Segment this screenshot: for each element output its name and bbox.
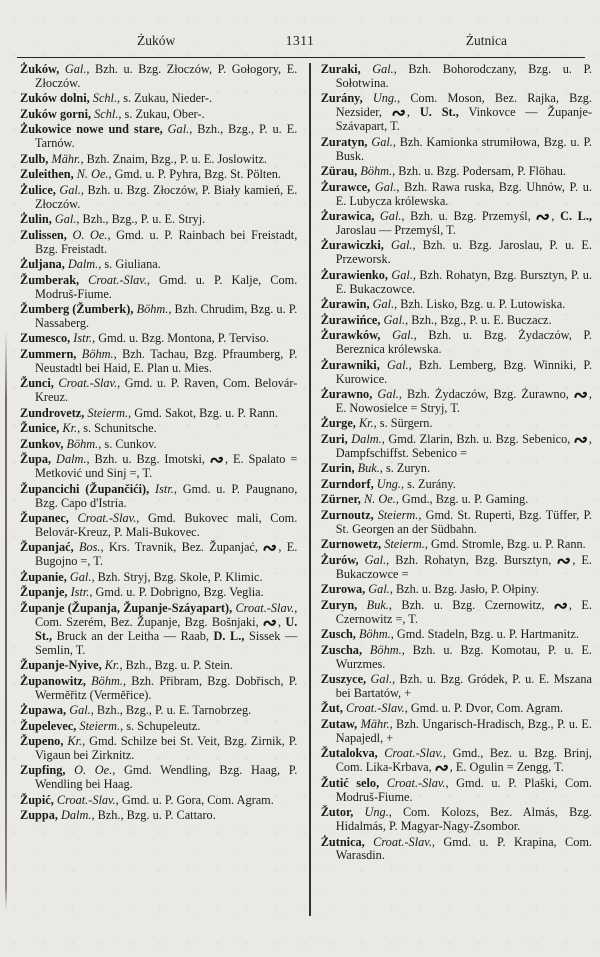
entry	[20, 704, 297, 718]
entry-text: , Bzh. Chrudim, Bzg. u. P. Nassaberg.	[35, 302, 298, 330]
entry-text: , Gmd. Bukovec mali, Com. Belovár-Kreuz, P. Mali-Bukovec.	[35, 511, 298, 539]
entry-region: N. Oe.	[360, 492, 396, 507]
entry-region: Gal.	[372, 387, 399, 402]
entry-text: , Bzh. Stryj, Bzg. Skole, P. Klimic.	[91, 569, 263, 584]
entry-text: , Bzh., Bzg. u. P. Stein.	[119, 658, 233, 673]
entry-text: , E. Czernowitz =, T.	[335, 597, 592, 626]
entry	[321, 478, 592, 492]
entry-headword: Žunci,	[20, 376, 54, 391]
entry	[20, 675, 297, 703]
entry	[321, 329, 592, 357]
entry	[321, 417, 592, 431]
entry-text: , Gmd. u. P. Rainbach bei Freistadt, Bzg. Freistadt.	[35, 227, 298, 256]
entry-text: Bruck an der Leitha — Raab,	[52, 628, 214, 643]
entry	[20, 123, 297, 151]
entry-text: , Gmd. St. Ruperti, Bzg. Tüffer, P. St. Georgen an der Südbahn.	[335, 507, 592, 536]
entry-text: Jaroslau — Przemyśl, T.	[335, 222, 456, 237]
entry	[20, 453, 297, 481]
entry-headword: Żulin,	[20, 212, 52, 227]
entry-text: ,	[406, 105, 420, 120]
entry-text: , Gmd. u. P. Krapina, Com. Warasdin.	[335, 834, 592, 863]
entry-region: Gal.	[365, 582, 390, 597]
entry-text: , Bzh. u. Bzg. Jaroslau, P. u. E. Przeworsk.	[335, 238, 592, 267]
running-head-left: Żuków	[137, 33, 176, 48]
entry-headword: Župancichi (Župančići),	[20, 481, 150, 496]
entry	[321, 269, 592, 297]
entry-headword: Żurawin,	[320, 297, 370, 312]
entry-headword: Žutalokva,	[320, 746, 378, 761]
entry-text: , s. Cunkov.	[98, 436, 157, 451]
entry-headword: Zuratyn,	[320, 134, 368, 149]
entry	[321, 836, 592, 864]
entry-region: Istr.	[149, 481, 174, 496]
entry-region: Buk.	[357, 597, 389, 612]
entry-text: , Bzh. Ungarisch-Hradisch, Bzg., P. u. E. Napajedl, +	[335, 716, 592, 745]
entry-headword: U. St.,	[419, 105, 459, 120]
entry-text: , Bzh. Lemberg, Bzg. Winniki, P. Kurowice.	[335, 357, 592, 386]
entry-text: ,	[277, 614, 286, 629]
entry-text: Sissek — Semlin, T.	[35, 628, 298, 657]
entry	[20, 63, 297, 91]
entry-text: , Com. Moson, Bez. Rajka, Bzg. Nezsider,	[335, 91, 592, 120]
entry	[321, 673, 592, 701]
running-head	[0, 33, 600, 51]
entry-headword: Żukowice nowe und stare,	[20, 122, 163, 137]
entry-headword: Zürner,	[320, 492, 361, 507]
entry-region: Gal.	[388, 267, 413, 282]
entry-text: , Bzh. Rohatyn, Bzg. Bursztyn,	[386, 552, 558, 567]
entry	[321, 538, 592, 552]
entry	[321, 165, 592, 179]
entry-headword: Żupawa,	[20, 703, 67, 717]
entry-headword: Żurawińce,	[320, 312, 381, 327]
posthorn-icon	[263, 541, 278, 555]
entry-text: , Gmd. u. P. Pyhra, Bzg. St. Pölten.	[108, 167, 281, 182]
posthorn-icon	[210, 453, 225, 467]
entry-headword: Župić,	[20, 792, 54, 807]
entry-headword: Zummern,	[20, 346, 77, 361]
entry	[20, 512, 297, 540]
entry	[20, 586, 297, 600]
entry-text: , Bzh. Kamionka strumiłowa, Bzg. u. P. Busk.	[335, 134, 592, 163]
entry-headword: Zurowa,	[320, 582, 366, 597]
entry-region: Istr.	[70, 331, 93, 346]
entry-headword: Zürau,	[320, 164, 358, 179]
entry-text: , Gmd. u. Bzg. Montona, P. Terviso.	[92, 331, 269, 346]
entry	[20, 794, 297, 808]
posthorn-icon	[536, 210, 551, 224]
column-left	[20, 63, 297, 825]
entry-text: , Bzh., Bzg., P. u. E. Tarnów.	[35, 122, 298, 151]
entry-headword: Żulice,	[20, 182, 56, 197]
entry-text: , Bzh. u. Bzg. Żydaczów, P. Bereznica królewska.	[335, 328, 592, 357]
entry-text: , s. Zurány.	[400, 476, 456, 491]
entry-headword: Żurawków,	[320, 328, 381, 343]
entry	[321, 599, 592, 627]
entry	[321, 298, 592, 312]
entry	[321, 92, 592, 134]
text-area	[20, 63, 592, 916]
entry-region: Croat.-Slav.	[53, 376, 118, 391]
entry-text: , Bzh. Přibram, Bzg. Dobřisch, P. Werměřitz (Verměřice).	[35, 673, 298, 702]
entry-headword: Żuków,	[20, 62, 60, 76]
entry	[20, 438, 297, 452]
entry-region: Croat.-Slav.	[68, 511, 137, 526]
entry-text: , Bzh. u. Bzg. Podersam, P. Flöhau.	[392, 164, 566, 179]
entry-text: , s. Giuliana.	[98, 257, 161, 272]
entry-text: Vinkovce — Županje-Szávapart, T.	[335, 105, 592, 134]
entry-headword: Zurány,	[320, 91, 363, 106]
entry-text: , Bzh. u. Bzg. Imotski,	[86, 452, 210, 467]
entry-region: Dalm.	[57, 808, 92, 823]
entry-region: Croat.-Slav.	[79, 272, 147, 287]
entry-region: Steierm.	[381, 537, 425, 552]
entry	[20, 108, 297, 122]
entry-headword: Zusch,	[320, 627, 356, 642]
entry-headword: Zumesco,	[20, 331, 71, 346]
page-number: 1311	[285, 33, 315, 48]
entry-region: Gal.	[367, 134, 393, 149]
entry	[20, 809, 297, 823]
entry	[20, 303, 297, 331]
entry-region: Croat.-Slav.	[53, 792, 116, 807]
entry-region: Gal.	[366, 672, 393, 686]
entry-text: , Bzh. u. Bzg. Gródek, P. u. E. Mszana bei Bartatów, +	[335, 672, 592, 700]
entry-headword: Żurawce,	[320, 179, 371, 194]
entry-headword: Zupfing,	[20, 763, 66, 778]
entry	[20, 153, 297, 167]
column-right	[321, 63, 592, 865]
entry-region: Böhm.	[355, 627, 391, 642]
entry-headword: Zunkov,	[20, 436, 64, 451]
entry-text: , Bzh. Znaim, Bzg., P. u. E. Joslowitz.	[80, 151, 267, 166]
entry-region: Böhm.	[85, 673, 123, 688]
entry	[321, 509, 592, 537]
entry-headword: Żurge,	[320, 416, 356, 431]
entry-text: , Bzh. Lisko, Bzg. u. P. Lutowiska.	[394, 297, 566, 312]
entry-text: , Gmd., Bzg. u. P. Gaming.	[395, 492, 529, 507]
entry	[20, 764, 297, 792]
entry-region: Böhm.	[133, 302, 169, 317]
entry-region: Ung.	[362, 91, 398, 106]
entry-region: Gal.	[369, 297, 395, 312]
entry-region: Croat.-Slav.	[342, 701, 405, 716]
entry-region: Dalm.	[51, 452, 87, 467]
entry-region: Gal.	[380, 312, 406, 327]
entry-headword: Zurin,	[320, 461, 355, 476]
entry-headword: Żutnica,	[320, 834, 365, 849]
entry-region: Gal.	[379, 357, 409, 372]
entry-headword: Županje,	[20, 585, 68, 600]
entry-headword: Zuppa,	[20, 808, 58, 823]
entry-region: Gal.	[374, 209, 402, 224]
entry-headword: Županje-Nyive,	[20, 658, 102, 673]
entry-text: , Gmd. Schilze bei St. Veit, Bzg. Zirnik, P. Vigaun bei Zirknitz.	[35, 734, 298, 762]
posthorn-icon	[574, 388, 589, 402]
entry-headword: Županjać,	[20, 540, 74, 555]
entry-text: , s. Zukau, Nieder-.	[117, 91, 213, 106]
entry-headword: Zutaw,	[320, 716, 358, 731]
entry	[321, 702, 592, 716]
entry	[20, 483, 297, 511]
entry-text: , Gmd. Wendling, Bzg. Haag, P. Wendling bei Haag.	[35, 763, 298, 792]
entry-region: Steierm.	[373, 507, 419, 522]
entry	[20, 229, 297, 257]
entry-headword: Żupanie,	[20, 569, 67, 584]
entry-region: Gal.	[66, 703, 91, 717]
entry-text: , Bzh. u. Bzg. Złoczów, P. Biały kamień, E. Złoczów.	[35, 182, 298, 211]
entry-headword: Žutor,	[320, 805, 354, 820]
entry	[321, 136, 592, 164]
entry-headword: Żupanowitz,	[20, 673, 86, 688]
entry-region: Croat.-Slav.	[364, 834, 432, 849]
entry-headword: Żurawno,	[320, 387, 373, 402]
entry-headword: Žumberak,	[20, 272, 80, 287]
entry-headword: Zundrovetz,	[20, 405, 85, 420]
entry-text: , Gmd. Stadeln, Bzg. u. P. Hartmanitz.	[390, 627, 579, 642]
entry	[20, 602, 297, 658]
entry-headword: Żurawniki,	[320, 357, 380, 372]
entry-region: Bos.	[73, 540, 101, 555]
entry-text: , s. Schunitsche.	[77, 421, 157, 436]
posthorn-icon	[574, 433, 589, 447]
entry	[20, 377, 297, 405]
entry-region: Gal.	[383, 238, 413, 253]
entry-region: O. Oe.	[65, 763, 113, 778]
entry-headword: Żurawienko,	[320, 267, 388, 282]
entry-region: Kr.	[355, 416, 374, 431]
entry-text: , E. Ogulin = Zengg, T.	[449, 760, 564, 775]
entry-headword: Zulb,	[20, 151, 49, 166]
entry	[20, 659, 297, 673]
entry-region: Schl.	[91, 106, 119, 121]
entry-text: , Bzh. Rawa ruska, Bzg. Uhnów, P. u. E. Lubycza królewska.	[335, 179, 592, 208]
posthorn-icon	[435, 761, 450, 775]
entry-region: Gal.	[162, 122, 190, 137]
entry	[20, 213, 297, 227]
entry-headword: Žunice,	[20, 421, 60, 436]
entry-text: , Gmd. u. P. Dobrigno, Bzg. Veglia.	[89, 585, 264, 600]
entry-text: , Gmd. u. P. Kalje, Com. Modruš-Fiume.	[35, 272, 298, 301]
entry	[321, 718, 592, 746]
entry-region: Croat.-Slav.	[377, 746, 443, 761]
entry-text: , s. Sürgern.	[373, 416, 433, 431]
entry	[321, 388, 592, 416]
entry-text: , Krs. Travnik, Bez. Županjać,	[100, 540, 264, 555]
column-divider	[309, 63, 310, 916]
entry	[321, 628, 592, 642]
entry-text: , s. Zukau, Ober-.	[118, 106, 205, 121]
entry	[20, 168, 297, 182]
entry	[20, 348, 297, 376]
entry	[321, 493, 592, 507]
entry-text: , Bzh. u. Bzg. Złoczów, P. Gołogory, E. Złoczów.	[35, 62, 298, 90]
entry-headword: Zulissen,	[20, 227, 67, 242]
entry-region: Böhm.	[63, 436, 99, 451]
entry-text: , Com. Szerém, Bez. Županje, Bzg. Bošnjaki,	[35, 600, 298, 629]
entry-region: Kr.	[101, 658, 120, 673]
entry-headword: Zuków gorni,	[20, 106, 92, 121]
entry	[20, 720, 297, 734]
entry-text: , Gmd. u. P. Gora, Com. Agram.	[115, 792, 274, 807]
entry-headword: U. St.,	[35, 614, 298, 643]
entry-text: , Dampfschiffst. Sebenico =	[335, 431, 592, 460]
entry	[321, 239, 592, 267]
entry-region: Gal.	[59, 62, 87, 76]
entry-region: Ung.	[353, 805, 389, 820]
entry	[20, 92, 297, 106]
entry-text: , s. Schupeleutz.	[120, 718, 201, 733]
entry-text: , Bzh. Tachau, Bzg. Pfraumberg, P. Neustadtl bei Haid, E. Plan u. Mies.	[35, 346, 298, 375]
entry	[321, 433, 592, 461]
entry-region: Mähr.	[48, 151, 81, 166]
posthorn-icon	[263, 616, 278, 630]
entry	[321, 181, 592, 209]
entry-text: , Bzh. Bohorodczany, Bzg. u. P. Sołotwina.	[335, 62, 592, 90]
entry	[20, 332, 297, 346]
entry-headword: Żurów,	[320, 552, 359, 567]
entry-region: O. Oe.	[66, 227, 108, 242]
entry-region: Dalm.	[347, 431, 382, 446]
entry	[321, 644, 592, 672]
entry-text: , Bzh. u. Bzg. Jasło, P. Ołpiny.	[389, 582, 539, 597]
entry-region: Steierm.	[76, 718, 121, 733]
entry-text: , Bzh., Bzg., P. u. E. Tarnobrzeg.	[90, 703, 252, 717]
entry-region: Steierm.	[84, 405, 129, 420]
entry-headword: Župa,	[20, 452, 52, 467]
entry-text: , Bzh. Rohatyn, Bzg. Bursztyn, P. u. E. Bukaczowce.	[335, 267, 592, 296]
entry-headword: Zuleithen,	[20, 167, 74, 182]
entry	[20, 571, 297, 585]
entry	[20, 274, 297, 302]
entry-region: Ung.	[373, 476, 401, 491]
entry	[321, 462, 592, 476]
entry-region: Schl.	[89, 91, 118, 106]
binding-shadow-artifact	[5, 330, 7, 910]
entry	[321, 777, 592, 805]
entry	[321, 747, 592, 775]
entry-headword: Zuraki,	[320, 62, 361, 76]
posthorn-icon	[392, 106, 407, 120]
entry-headword: C. L.,	[560, 209, 592, 224]
entry-region: Kr.	[63, 734, 83, 748]
entry	[20, 407, 297, 421]
entry	[321, 359, 592, 387]
entry	[321, 210, 592, 238]
entry-region: Croat.-Slav.	[379, 775, 446, 790]
entry-text: , Bzh., Bzg. u. P. Cattaro.	[91, 808, 216, 823]
entry-text: , Bzh. u. Bzg. Komotau, P. u. E. Wurzmes.	[335, 642, 593, 671]
entry-region: Gal.	[380, 328, 414, 343]
entry-text: , Gmd. u. P. Plaški, Com. Modruš-Fiume.	[335, 775, 592, 804]
entry-region: Mähr.	[357, 716, 390, 731]
entry-text: , Gmd. u. P. Dvor, Com. Agram.	[404, 701, 564, 716]
entry-headword: Zuryn,	[320, 597, 358, 612]
entry-region: Böhm.	[76, 346, 114, 361]
entry-headword: Żuljana,	[20, 257, 65, 272]
entry-text: , Com. Kolozs, Bez. Almás, Bzg. Hidalmás, P. Magyar-Nagy-Zsombor.	[335, 805, 592, 834]
entry-headword: Žutić selo,	[320, 775, 380, 790]
entry-text: , Gmd., Bez. u. Bzg. Brinj, Com. Lika-Krbava,	[335, 746, 592, 775]
entry	[321, 554, 592, 582]
entry	[20, 184, 297, 212]
entry-text: , E. Nowosielce = Stryj, T.	[335, 387, 592, 415]
entry-headword: Żurawica,	[320, 209, 375, 224]
posthorn-icon	[554, 599, 569, 613]
entry	[20, 422, 297, 436]
entry-headword: Zuszyce,	[320, 672, 367, 686]
entry-headword: D. L.,	[213, 628, 245, 643]
running-head-right: Żutnica	[465, 33, 507, 48]
entry-region: Buk.	[354, 461, 380, 476]
entry-region: Croat.-Slav.	[232, 600, 295, 615]
entry-region: Istr.	[67, 585, 90, 600]
entry-text: , Bzh. u. Bzg. Przemyśl,	[401, 209, 537, 224]
entry-headword: Žumberg (Žumberk),	[20, 302, 134, 317]
entry-text: , Gmd. u. P. Paugnano, Bzg. Capo d'Istria.	[35, 481, 298, 510]
posthorn-icon	[557, 554, 572, 568]
entry-headword: Zurnowetz,	[320, 537, 382, 552]
entry-text: ,	[551, 209, 561, 224]
entry-text: , Bzh. u. Bzg. Czernowitz,	[388, 597, 554, 612]
entry-headword: Zuri,	[320, 431, 348, 446]
entry-headword: Žut,	[320, 701, 343, 716]
entry-text: , E. Bukaczowce =	[335, 552, 593, 581]
entry-region: Gal.	[66, 569, 92, 584]
entry-text: , Bzh. Żydaczów, Bzg. Żurawno,	[398, 387, 574, 402]
entry-text: , Gmd. Stromle, Bzg. u. P. Rann.	[424, 537, 586, 552]
entry-headword: Zuków dolni,	[20, 91, 90, 106]
entry-headword: Županje (Županja, Županje-Száyapart),	[20, 600, 233, 615]
entry-headword: Župeno,	[20, 734, 64, 748]
entry	[20, 258, 297, 272]
entry-region: N. Oe.	[73, 167, 109, 182]
entry-headword: Żurawiczki,	[320, 238, 384, 253]
entry-text: , Gmd. Sakot, Bzg. u. P. Rann.	[128, 405, 279, 420]
entry-headword: Župelevec,	[20, 718, 77, 733]
entry-text: , Gmd. u. P. Raven, Com. Belovár-Kreuz.	[35, 376, 298, 405]
entry-region: Dalm.	[64, 257, 99, 272]
entry-region: Gal.	[360, 62, 394, 76]
entry	[321, 806, 592, 834]
entry-region: Gal.	[55, 182, 81, 197]
entry-text: , Bzh., Bzg., P. u. E. Stryj.	[76, 212, 206, 227]
entry-region: Böhm.	[362, 642, 402, 657]
entry-text: , Gmd. Zlarin, Bzh. u. Bzg. Sebenico,	[381, 431, 574, 446]
entry-headword: Zurnoutz,	[320, 507, 374, 522]
entry	[20, 541, 297, 569]
entry	[321, 583, 592, 597]
entry-region: Kr.	[59, 421, 78, 436]
entry-region: Gal.	[370, 179, 397, 194]
entry-region: Gal.	[51, 212, 77, 227]
entry-headword: Zuscha,	[320, 642, 363, 657]
entry-region: Böhm.	[357, 164, 393, 179]
entry-text: , E. Spalato = Metković und Sinj =, T.	[35, 452, 298, 481]
entry	[321, 63, 592, 91]
entry	[321, 314, 592, 328]
entry-region: Gal.	[358, 552, 387, 567]
entry-headword: Zurndorf,	[320, 476, 374, 491]
entry-text: , s. Zuryn.	[379, 461, 431, 476]
entry-text: , E. Bugojno =, T.	[35, 540, 298, 569]
header-rule	[17, 57, 585, 58]
entry	[20, 735, 297, 763]
entry-headword: Županec,	[20, 511, 69, 526]
entry-text: , Bzh., Bzg., P. u. E. Buczacz.	[405, 312, 552, 327]
